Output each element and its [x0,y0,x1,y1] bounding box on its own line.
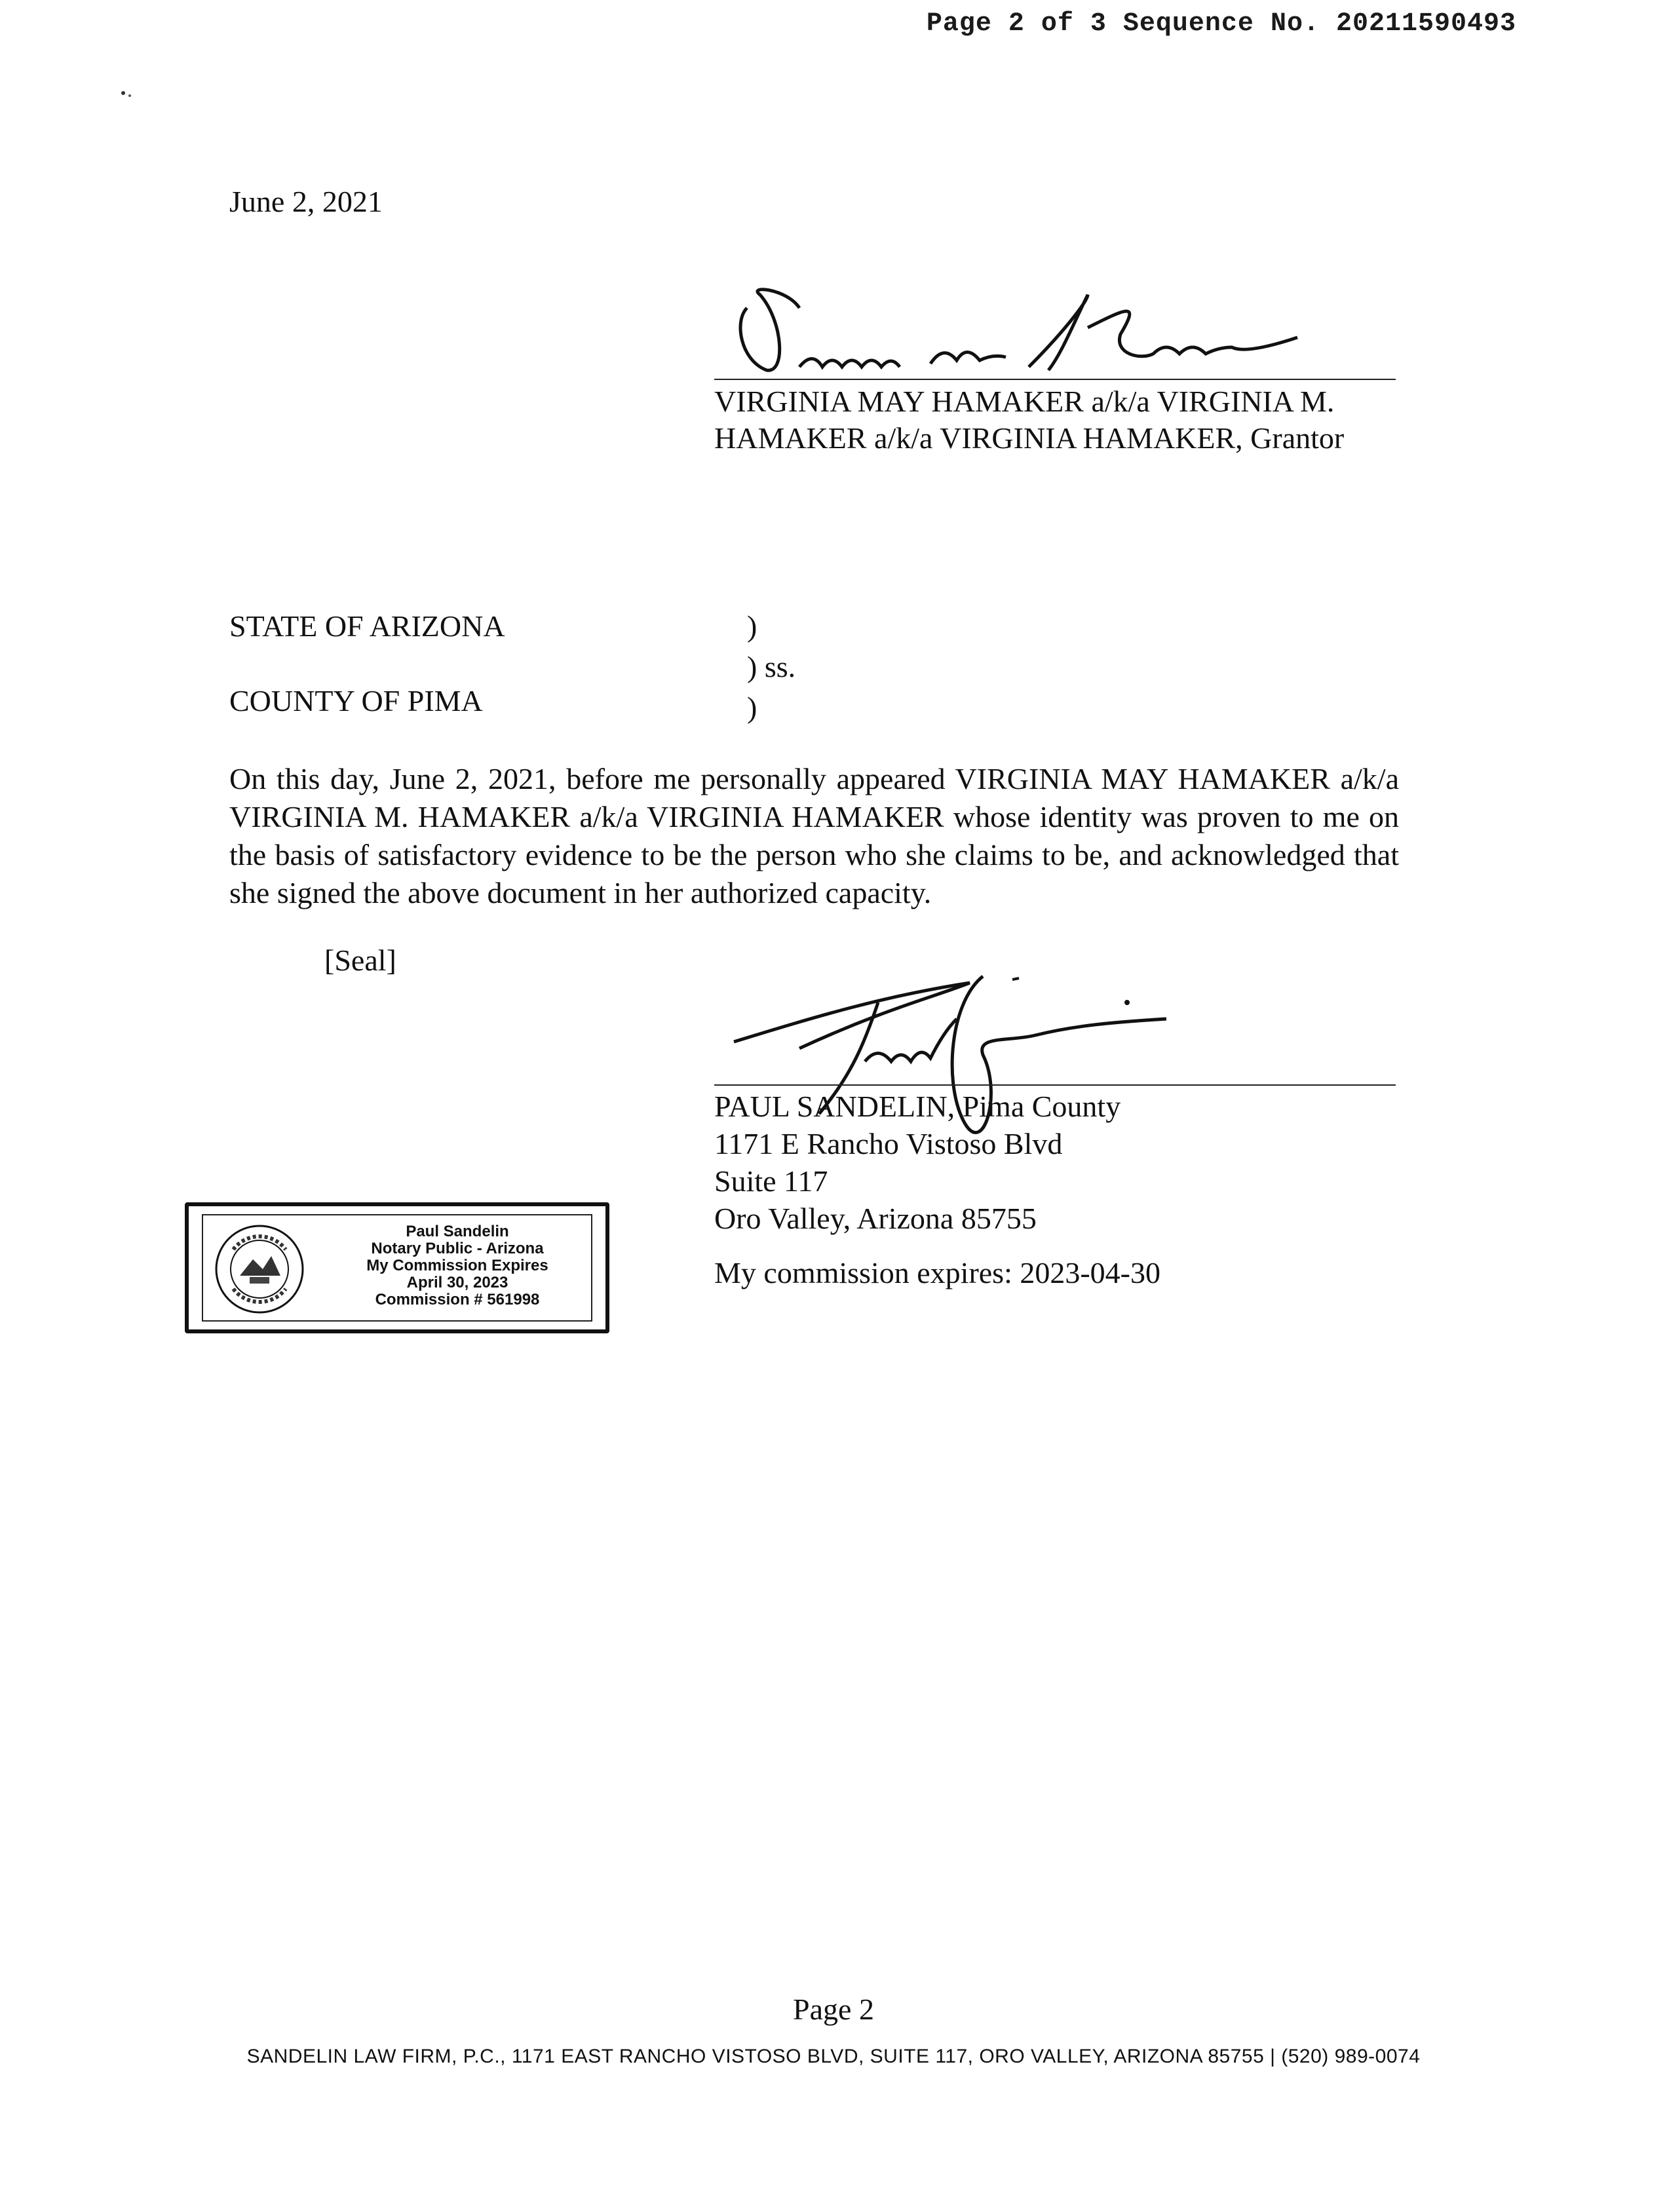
notary-suite: Suite 117 [714,1164,828,1198]
stamp-expires-label: My Commission Expires [366,1257,548,1274]
page-number: Page 2 [793,1993,874,2026]
scan-specks [117,85,156,128]
notary-commission-expiry: My commission expires: 2023-04-30 [714,1256,1160,1289]
notary-stamp [185,1202,609,1333]
notary-street: 1171 E Rancho Vistoso Blvd [714,1127,1063,1160]
grantor-name-line2: HAMAKER a/k/a VIRGINIA HAMAKER, Grantor [714,421,1345,455]
stamp-expires-date: April 30, 2023 [406,1274,508,1291]
law-firm-footer: SANDELIN LAW FIRM, P.C., 1171 EAST RANCHO VISTOSO BLVD, SUITE 117, ORO VALLEY, ARIZONA 85755 | (520) 989-0074 [246,2046,1421,2067]
acknowledgment-paragraph: On this day, June 2, 2021, before me personally appeared VIRGINIA MAY HAMAKER a/k/a VIRGINIA M. HAMAKER a/k/a VIRGINIA HAMAKER whose identity was proven to me on the basis of satisfactory evidence to be the person who she claims to be, and acknowledged that she signed the above document in her authorized capacity. [229,762,1399,909]
seal-label: [Seal] [324,944,396,977]
venue-state: STATE OF ARIZONA [229,609,505,643]
arizona-seal-icon [214,1223,305,1315]
venue-ss: ) ss. [747,650,796,683]
stamp-commission-number: Commission # 561998 [375,1291,540,1308]
venue-paren-top: ) [747,609,757,643]
stamp-notary-title: Notary Public - Arizona [371,1240,544,1257]
document-date: June 2, 2021 [229,185,383,218]
grantor-name-block [714,383,1344,457]
stamp-notary-name: Paul Sandelin [406,1223,509,1240]
grantor-signature-line [714,379,1396,380]
notary-signature-line [714,1084,1396,1086]
grantor-signature [721,282,1311,387]
notary-name: PAUL SANDELIN, Pima County [714,1090,1121,1123]
notary-address-block [714,1088,1121,1237]
recording-sequence-header: Page 2 of 3 Sequence No. 20211590493 [926,9,1516,39]
stamp-text [320,1223,595,1308]
notary-city: Oro Valley, Arizona 85755 [714,1202,1037,1235]
grantor-name-line1: VIRGINIA MAY HAMAKER a/k/a VIRGINIA M. [714,385,1335,418]
venue-paren-bottom: ) [747,691,757,724]
venue-county: COUNTY OF PIMA [229,684,483,717]
